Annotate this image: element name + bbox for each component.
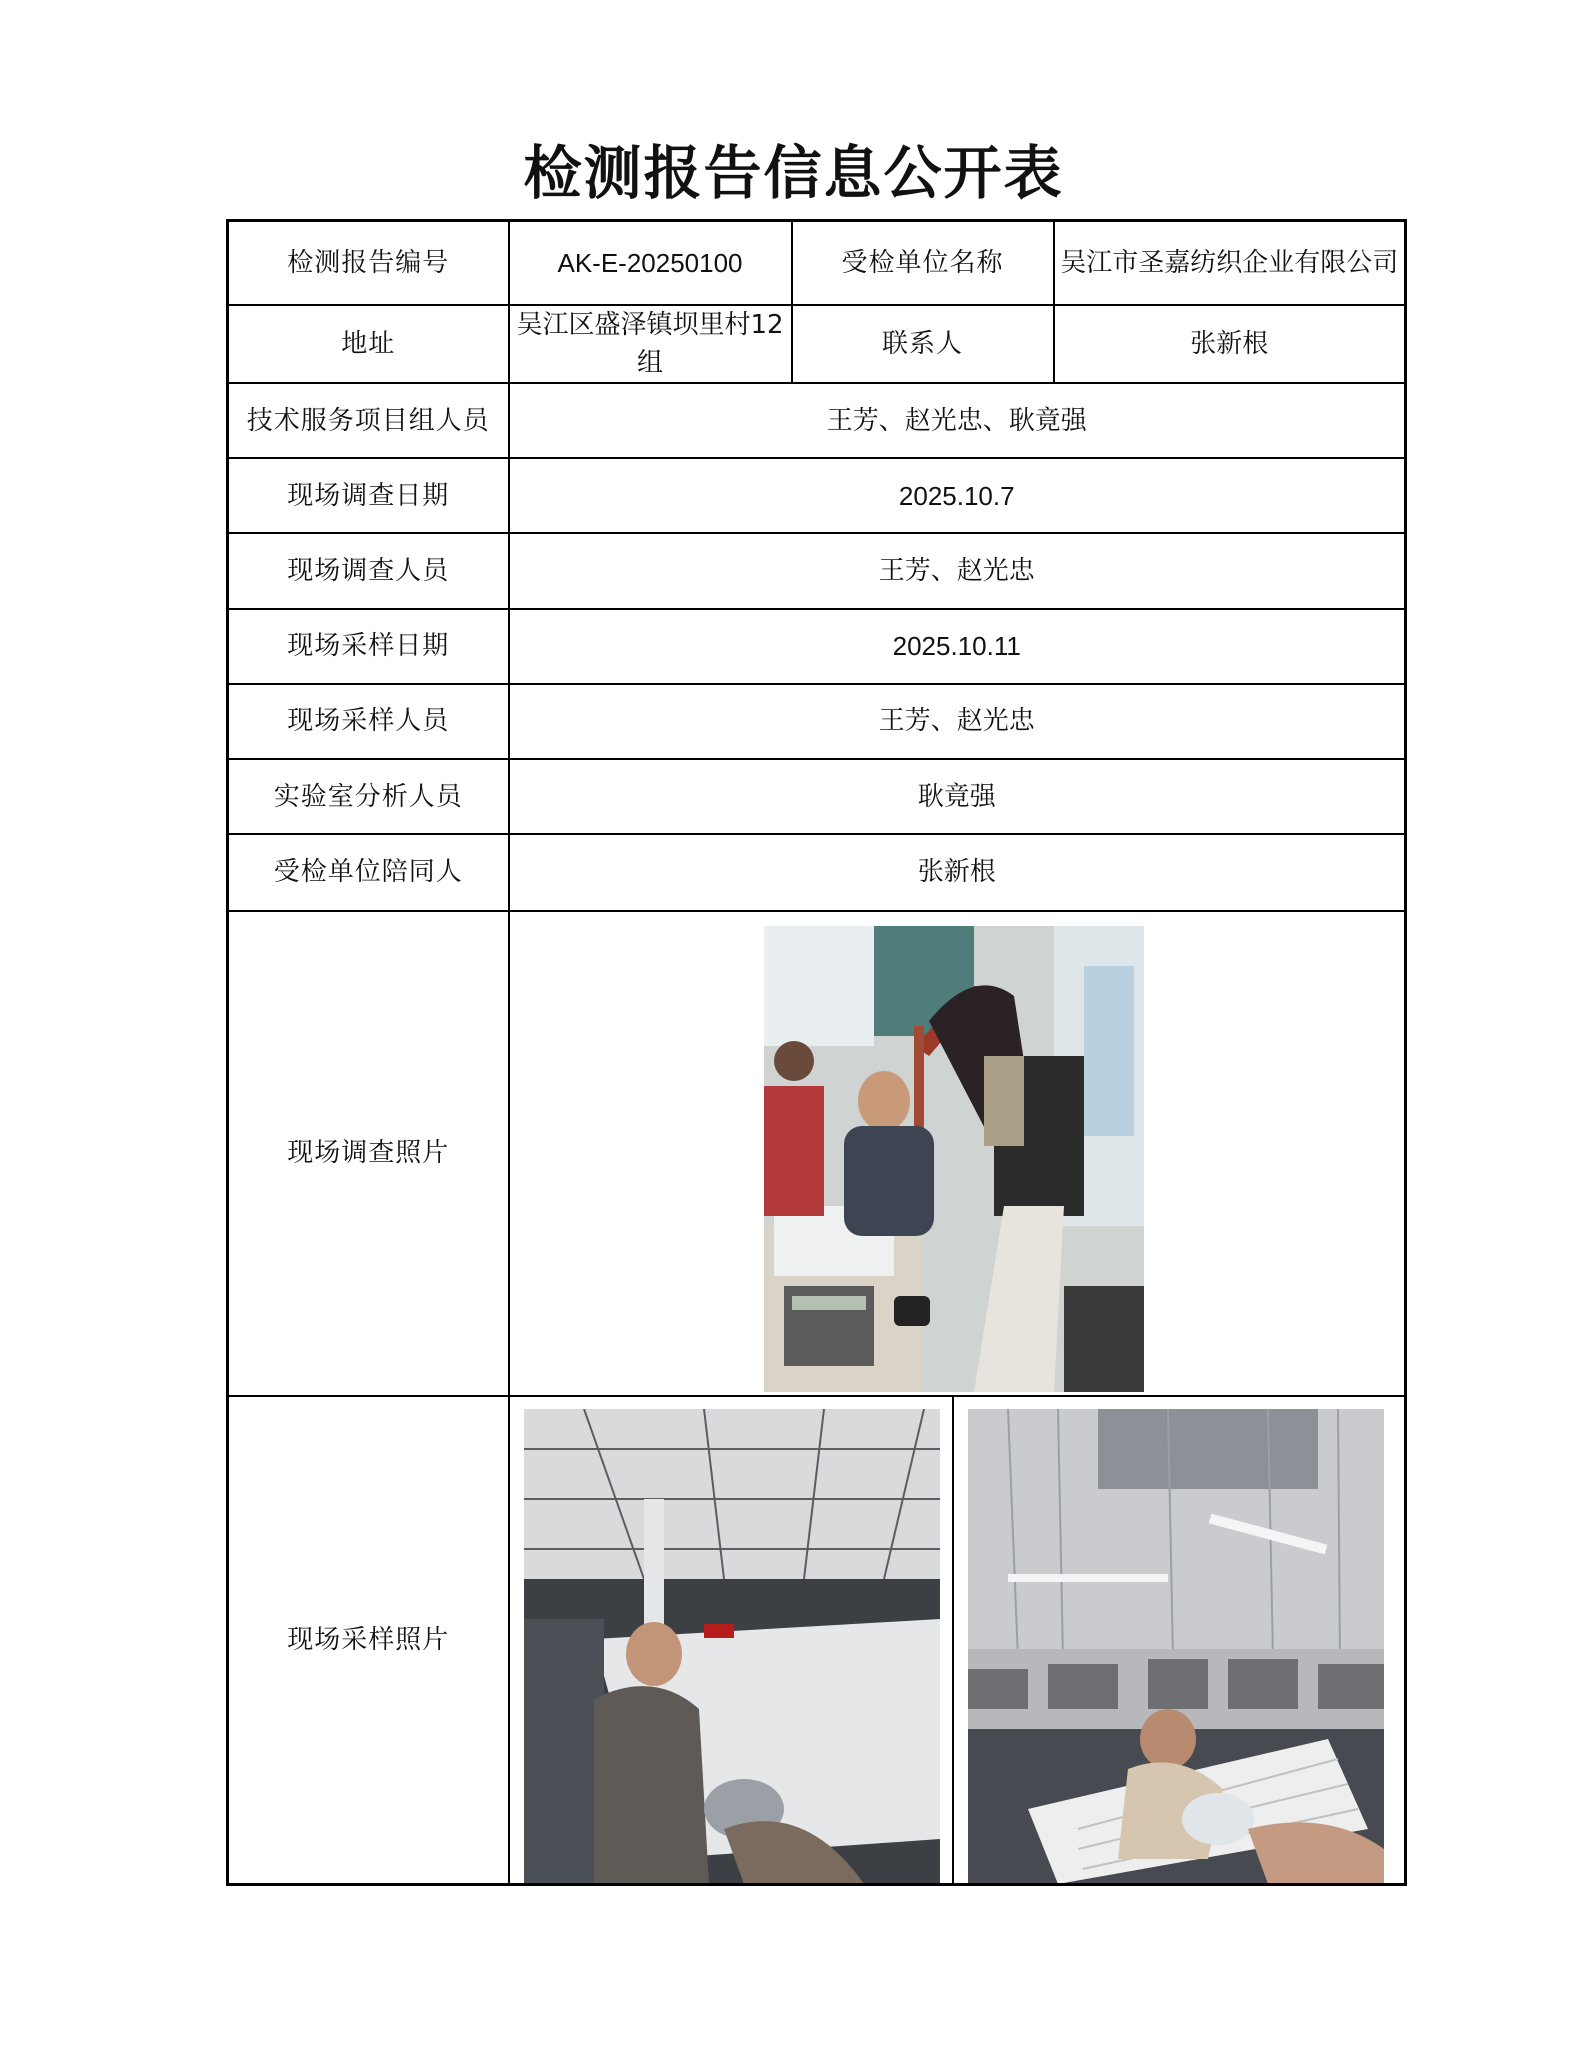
photo-divider [952,1397,954,1883]
team-members-value: 王芳、赵光忠、耿竟强 [509,383,1406,458]
escort-value: 张新根 [509,834,1406,910]
unit-name-value [1054,221,1406,305]
address-value [509,305,792,383]
report-table [226,219,1407,1886]
contact-label: 联系人 [792,305,1054,383]
team-members-label: 技术服务项目组人员 [228,383,509,458]
report-no-label: 检测报告编号 [228,221,509,305]
survey-staff-value: 王芳、赵光忠 [509,533,1406,608]
table-row [228,609,1406,684]
sampling-photo-left [524,1409,940,1884]
page-title: 检测报告信息公开表 [523,139,1064,207]
table-row [228,383,1406,458]
table-row [228,1396,1406,1885]
unit-name-text: 吴江市圣嘉纺织企业有限公司 [1060,247,1399,278]
survey-photo-label: 现场调查照片 [228,911,509,1396]
lab-analyst-value: 耿竟强 [509,759,1406,834]
table-row [228,834,1406,910]
sampling-photo-left-image [524,1409,940,1884]
escort-label: 受检单位陪同人 [228,834,509,910]
survey-photo-cell [509,911,1406,1396]
sampling-photo-label: 现场采样照片 [228,1396,509,1885]
sampling-date-label: 现场采样日期 [228,609,509,684]
lab-analyst-label: 实验室分析人员 [228,759,509,834]
sampling-photo-cell [509,1396,1406,1885]
sampling-photo-right-image [968,1409,1384,1884]
unit-name-label: 受检单位名称 [792,221,1054,305]
table-row [228,458,1406,533]
table-row [228,684,1406,759]
table-row [228,305,1406,383]
table-row [228,911,1406,1396]
contact-value: 张新根 [1054,305,1406,383]
report-no-value: AK-E-20250100 [509,221,792,305]
survey-date-value: 2025.10.7 [509,458,1406,533]
survey-photo-image [764,926,1144,1392]
table-row [228,221,1406,305]
sampling-date-value: 2025.10.11 [509,609,1406,684]
table-row [228,759,1406,834]
sampling-staff-value: 王芳、赵光忠 [509,684,1406,759]
survey-staff-label: 现场调查人员 [228,533,509,608]
sampling-staff-label: 现场采样人员 [228,684,509,759]
survey-date-label: 现场调查日期 [228,458,509,533]
survey-photo [764,926,1144,1392]
address-text: 吴江区盛泽镇坝里村12组 [516,309,784,378]
address-label: 地址 [228,305,509,383]
sampling-photo-right [968,1409,1384,1884]
table-row [228,533,1406,608]
